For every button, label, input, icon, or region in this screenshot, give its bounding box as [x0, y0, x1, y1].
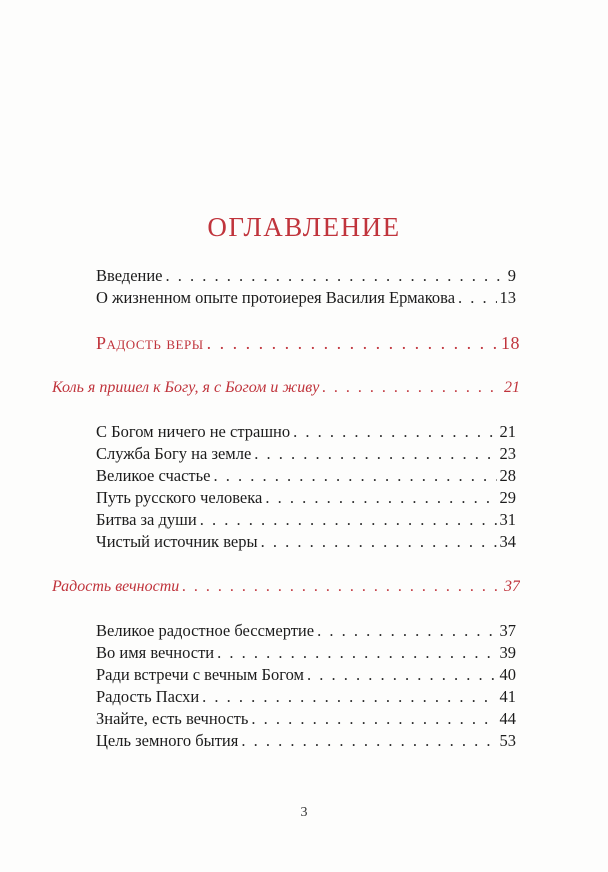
- toc-entry-text: Великое счастье: [96, 466, 211, 485]
- toc-entry: [96, 509, 516, 531]
- toc-entry-text: Цель земного бытия: [96, 731, 239, 750]
- toc-entry-page: 34: [499, 532, 516, 551]
- toc-entry-text: С Богом ничего не страшно: [96, 422, 291, 441]
- toc-entry: [96, 730, 516, 752]
- toc-leader-dots: [293, 421, 496, 443]
- toc-leader-dots: [166, 265, 505, 287]
- toc-entry-page: 40: [499, 665, 516, 684]
- toc-entry: [96, 686, 516, 708]
- toc-entry-text: Радость веры: [96, 333, 204, 353]
- toc-leader-dots: [322, 377, 501, 399]
- toc-leader-dots: [213, 465, 496, 487]
- toc-entry-text: Ради встречи с вечным Богом: [96, 665, 304, 684]
- toc-entry-page: 13: [499, 288, 516, 307]
- toc-entry: [96, 708, 516, 730]
- toc-leader-dots: [261, 531, 497, 553]
- toc-entry-page: 53: [499, 731, 516, 750]
- toc-leader-dots: [251, 708, 496, 730]
- toc-entry-text: Путь русского человека: [96, 488, 263, 507]
- toc-entry-page: 37: [504, 578, 520, 595]
- toc-entry: [96, 265, 516, 287]
- toc-entry-text: Радость Пасхи: [96, 687, 200, 706]
- toc-entry: [96, 620, 516, 642]
- toc-entry: [96, 465, 516, 487]
- toc-leader-dots: [307, 664, 497, 686]
- toc-section-heading: [52, 576, 520, 598]
- toc-entry: [96, 664, 516, 686]
- toc-entry: [96, 531, 516, 553]
- toc-entry-text: Радость вечности: [52, 578, 180, 595]
- toc-entry-text: Великое радостное бессмертие: [96, 621, 315, 640]
- toc-leader-dots: [265, 487, 496, 509]
- toc-entry-page: 21: [499, 422, 516, 441]
- page-number: 3: [300, 805, 308, 820]
- toc-entry-text: Битва за души: [96, 510, 197, 529]
- toc-leader-dots: [254, 443, 496, 465]
- toc-entry-page: 28: [499, 466, 516, 485]
- toc-entry-page: 41: [499, 687, 516, 706]
- toc-entry-text: О жизненном опыте протоиерея Василия Ермакова: [96, 288, 456, 307]
- toc-entry-text: Служба Богу на земле: [96, 444, 252, 463]
- toc-leader-dots: [217, 642, 496, 664]
- toc-entry-page: 18: [501, 333, 520, 353]
- toc-entry-page: 23: [499, 444, 516, 463]
- toc-entry-text: Во имя вечности: [96, 643, 215, 662]
- toc-entry: [96, 421, 516, 443]
- toc-leader-dots: [317, 620, 496, 642]
- toc-entry-page: 29: [499, 488, 516, 507]
- toc-entry-text: Знайте, есть вечность: [96, 709, 249, 728]
- toc-leader-dots: [182, 576, 501, 598]
- toc-entry: [96, 642, 516, 664]
- toc-entry-text: Коль я пришел к Богу, я с Богом и живу: [52, 379, 320, 396]
- toc-entry: [96, 287, 516, 309]
- toc-entry-page: 31: [499, 510, 516, 529]
- toc-entry-page: 21: [504, 379, 520, 396]
- toc-entry-page: 44: [499, 709, 516, 728]
- toc-entry-page: 9: [507, 266, 516, 285]
- toc-leader-dots: [200, 509, 497, 531]
- toc-leader-dots: [207, 332, 498, 354]
- toc-section-heading: [96, 332, 520, 354]
- toc-title: ОГЛАВЛЕНИЕ: [207, 212, 401, 242]
- toc-entry-page: 39: [499, 643, 516, 662]
- toc-leader-dots: [241, 730, 496, 752]
- toc-entry: [96, 487, 516, 509]
- toc-entry-text: Чистый источник веры: [96, 532, 258, 551]
- toc-entry-page: 37: [499, 621, 516, 640]
- toc-leader-dots: [202, 686, 496, 708]
- toc-entry-text: Введение: [96, 266, 163, 285]
- toc-leader-dots: [458, 287, 496, 309]
- toc-section-heading: [52, 377, 520, 399]
- toc-entry: [96, 443, 516, 465]
